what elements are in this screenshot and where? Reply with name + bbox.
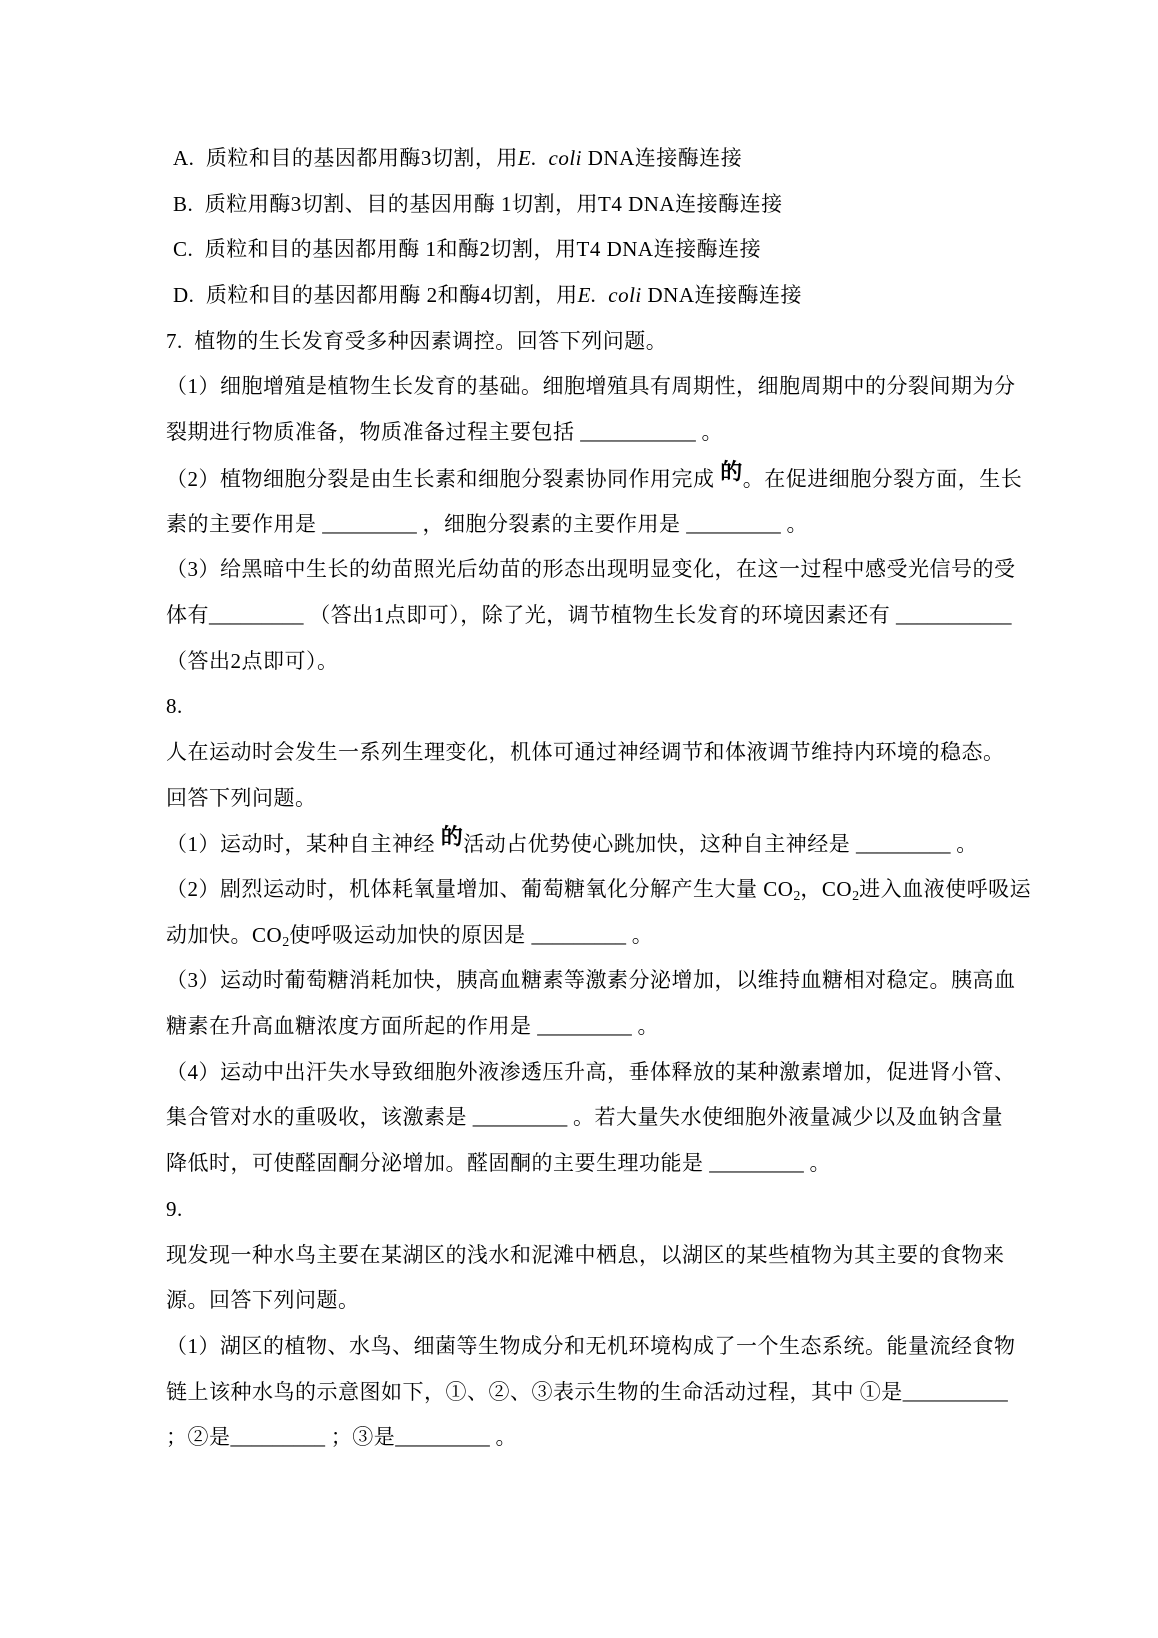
answer-blank: _________	[856, 832, 951, 857]
text-line	[166, 958, 1016, 1004]
text-segment: ；③是	[325, 1425, 396, 1450]
text-segment: 。在促进细胞分裂方面，生长	[742, 466, 1023, 491]
answer-blank: ___________	[896, 602, 1012, 627]
text-segment: 人在运动时会发生一系列生理变化，机体可通过神经调节和体液调节维持内环境的稳态。	[166, 739, 1005, 764]
answer-blank: _________	[209, 602, 304, 627]
text-segment: （4）运动中出汗失水导致细胞外液渗透压升高，垂体释放的某种激素增加，促进肾小管、	[166, 1059, 1016, 1084]
text-segment: ；②是	[166, 1425, 231, 1450]
text-line	[166, 1324, 1016, 1370]
text-segment: 2	[852, 889, 860, 904]
text-line	[166, 730, 1016, 776]
text-segment: 体有	[166, 602, 209, 627]
answer-blank: _________	[709, 1151, 804, 1176]
answer-blank: _________	[472, 1105, 568, 1130]
text-segment: 集合管对水的重吸收，该激素是	[166, 1105, 473, 1130]
document-body	[166, 136, 1032, 1461]
text-line	[166, 547, 1016, 593]
text-segment: （2）植物细胞分裂是由生长素和细胞分裂素协同作用完成	[166, 466, 721, 491]
text-segment: A. 质粒和目的基因都用酶3切割，用	[173, 146, 518, 170]
answer-blank: _________	[230, 1425, 325, 1450]
text-line	[166, 227, 1016, 273]
text-segment: 。	[780, 511, 808, 536]
text-segment: E. coli	[577, 283, 642, 308]
text-segment: 现发现一种水鸟主要在某湖区的浅水和泥滩中栖息，以湖区的某些植物为其主要的食物来	[166, 1242, 1005, 1267]
text-segment: 。	[950, 832, 978, 857]
text-segment: C. 质粒和目的基因都用酶 1和酶2切割，用T4 DNA连接酶连接	[173, 237, 762, 262]
text-segment: E. coli	[517, 146, 582, 170]
text-line	[166, 684, 1016, 730]
text-segment: 。	[631, 1014, 659, 1039]
text-line	[166, 456, 1023, 502]
text-segment: （2）剧烈运动时，机体耗氧量增加、葡萄糖氧化分解产生大量 CO	[166, 877, 794, 901]
text-line	[166, 1141, 1016, 1187]
text-line	[166, 182, 1016, 228]
text-segment: B. 质粒用酶3切割、目的基因用酶 1切割，用T4 DNA连接酶连接	[173, 191, 783, 216]
text-segment: ，细胞分裂素的主要作用是	[416, 511, 687, 536]
answer-blank: __________	[902, 1379, 1008, 1404]
text-segment: 2	[793, 889, 801, 904]
text-line	[166, 410, 1016, 456]
text-line	[166, 502, 1016, 548]
text-segment: 进入血液使呼吸运	[859, 877, 1032, 901]
text-segment: ，CO	[800, 877, 853, 901]
text-segment: 。	[803, 1151, 831, 1176]
text-segment: （1）运动时，某种自主神经	[166, 832, 441, 857]
text-segment: 降低时，可使醛固酮分泌增加。醛固酮的主要生理功能是	[166, 1151, 710, 1176]
text-segment: 9.	[166, 1196, 183, 1221]
text-line	[166, 273, 1016, 319]
text-segment: 使呼吸运动加快的原因是	[289, 922, 532, 947]
text-segment: 。	[695, 420, 723, 445]
text-segment: 动加快。CO	[166, 922, 283, 947]
answer-blank: _________	[395, 1425, 490, 1450]
text-segment: （答出1点即可），除了光，调节植物生长发育的环境因素还有	[303, 602, 896, 627]
text-line	[166, 364, 1016, 410]
answer-blank: _________	[686, 511, 781, 536]
answer-blank: _________	[322, 511, 417, 536]
text-line	[166, 593, 1016, 639]
text-line	[166, 1050, 1016, 1096]
text-line	[166, 1095, 1016, 1141]
text-segment: 糖素在升高血糖浓度方面所起的作用是	[166, 1014, 538, 1039]
text-line	[166, 1278, 1016, 1324]
text-segment: 回答下列问题。	[166, 785, 317, 810]
text-segment: 2	[282, 934, 290, 950]
text-segment: 。	[489, 1425, 517, 1450]
text-line	[166, 1370, 1016, 1416]
text-segment: （3）运动时葡萄糖消耗加快，胰高血糖素等激素分泌增加，以维持血糖相对稳定。胰高血	[166, 968, 1016, 993]
text-segment: （1）湖区的植物、水鸟、细菌等生物成分和无机环境构成了一个生态系统。能量流经食物	[166, 1333, 1016, 1358]
text-segment: 的	[440, 824, 464, 850]
text-line	[166, 319, 1016, 365]
text-line	[166, 821, 1016, 867]
text-line	[166, 776, 1016, 822]
text-segment: 。若大量失水使细胞外液量减少以及血钠含量	[567, 1105, 1003, 1130]
text-segment: 链上该种水鸟的示意图如下，①、②、③表示生物的生命活动过程，其中 ①是	[166, 1379, 903, 1404]
text-line	[166, 913, 1016, 959]
text-line	[166, 1415, 1016, 1461]
text-segment: DNA连接酶连接	[582, 146, 743, 170]
text-segment: D. 质粒和目的基因都用酶 2和酶4切割，用	[173, 283, 578, 308]
text-segment: 7. 植物的生长发育受多种因素调控。回答下列问题。	[166, 328, 668, 353]
text-segment: 。	[625, 922, 654, 947]
answer-blank: ___________	[580, 420, 696, 445]
text-segment: 8.	[166, 694, 183, 719]
answer-blank: _________	[537, 1014, 632, 1039]
text-segment: 源。回答下列问题。	[166, 1288, 360, 1313]
text-segment: DNA连接酶连接	[641, 283, 802, 308]
text-line	[166, 136, 1016, 182]
text-segment: （1）细胞增殖是植物生长发育的基础。细胞增殖具有周期性，细胞周期中的分裂间期为分	[166, 374, 1016, 399]
text-segment: 活动占优势使心跳加快，这种自主神经是	[463, 832, 857, 857]
text-line	[166, 867, 1032, 913]
text-line	[166, 1233, 1016, 1279]
text-segment: 裂期进行物质准备，物质准备过程主要包括	[166, 420, 581, 445]
text-segment: （答出2点即可）。	[166, 648, 339, 673]
text-line	[166, 1187, 1016, 1233]
text-segment: 素的主要作用是	[166, 511, 323, 536]
answer-blank: _________	[531, 922, 626, 947]
text-line	[166, 639, 1016, 685]
text-line	[166, 1004, 1016, 1050]
text-segment: 的	[720, 458, 743, 484]
text-segment: （3）给黑暗中生长的幼苗照光后幼苗的形态出现明显变化，在这一过程中感受光信号的受	[166, 557, 1016, 582]
